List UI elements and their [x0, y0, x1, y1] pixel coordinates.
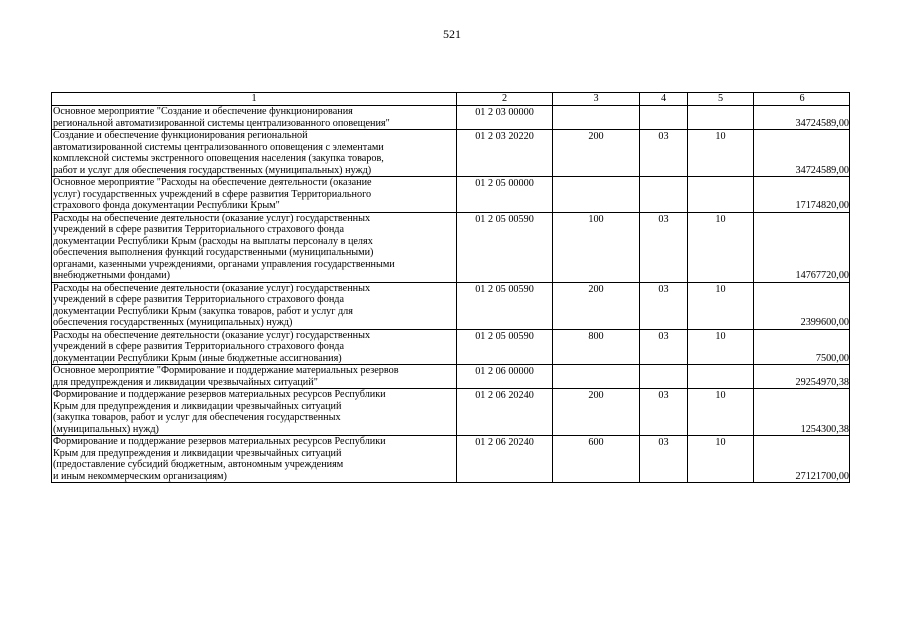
row-section: [640, 365, 688, 389]
row-amount: 14767720,00: [754, 212, 850, 282]
row-description: Основное мероприятие "Создание и обеспечение функционирования региональной автоматизированной системы централизованного оповещения": [52, 106, 457, 130]
header-col-3: 3: [553, 93, 640, 106]
row-section: 03: [640, 329, 688, 365]
row-expense-type: 600: [553, 436, 640, 483]
row-expense-type: 200: [553, 282, 640, 329]
row-amount: 7500,00: [754, 329, 850, 365]
table-header-row: [52, 93, 850, 106]
row-target-code: 01 2 06 00000: [457, 365, 553, 389]
row-target-code: 01 2 06 20240: [457, 389, 553, 436]
table-row: [52, 130, 850, 177]
table-row: [52, 282, 850, 329]
table-row: [52, 106, 850, 130]
row-expense-type: 100: [553, 212, 640, 282]
row-section: 03: [640, 436, 688, 483]
header-col-5: 5: [688, 93, 754, 106]
row-section: 03: [640, 282, 688, 329]
table-row: [52, 436, 850, 483]
row-description: Формирование и поддержание резервов материальных ресурсов Республики Крым для предупреждения и ликвидации чрезвычайных ситуаций (закупка товаров, работ и услуг для обеспечения государственных (муниципальных) нужд): [52, 389, 457, 436]
row-target-code: 01 2 05 00590: [457, 212, 553, 282]
table-row: [52, 177, 850, 213]
row-description: Расходы на обеспечение деятельности (оказание услуг) государственных учреждений в сфере развития Территориального страхового фонда документации Республики Крым (иные бюджетные ассигнования): [52, 329, 457, 365]
row-description: Основное мероприятие "Формирование и поддержание материальных резервов для предупреждения и ликвидации чрезвычайных ситуаций": [52, 365, 457, 389]
row-expense-type: 200: [553, 130, 640, 177]
row-section: [640, 106, 688, 130]
row-target-code: 01 2 05 00590: [457, 282, 553, 329]
row-subsection: 10: [688, 329, 754, 365]
row-description: Формирование и поддержание резервов материальных ресурсов Республики Крым для предупреждения и ликвидации чрезвычайных ситуаций (предоставление субсидий бюджетным, автономным учреждениям и иным некоммерческим организациям): [52, 436, 457, 483]
row-subsection: 10: [688, 282, 754, 329]
row-expense-type: [553, 106, 640, 130]
row-amount: 2399600,00: [754, 282, 850, 329]
row-target-code: 01 2 05 00590: [457, 329, 553, 365]
row-section: 03: [640, 389, 688, 436]
row-target-code: 01 2 03 00000: [457, 106, 553, 130]
row-amount: 34724589,00: [754, 130, 850, 177]
row-expense-type: [553, 365, 640, 389]
header-col-2: 2: [457, 93, 553, 106]
row-description: Создание и обеспечение функционирования региональной автоматизированной системы централизованного оповещения с элементами комплексной системы экстренного оповещения населения (закупка товаров, работ и услуг для обеспечения государственных (муниципальных) нужд): [52, 130, 457, 177]
row-section: 03: [640, 212, 688, 282]
budget-table: [51, 92, 850, 483]
row-expense-type: 200: [553, 389, 640, 436]
row-amount: 29254970,38: [754, 365, 850, 389]
table-row: [52, 212, 850, 282]
row-amount: 1254300,38: [754, 389, 850, 436]
row-subsection: 10: [688, 212, 754, 282]
row-expense-type: 800: [553, 329, 640, 365]
row-description: Расходы на обеспечение деятельности (оказание услуг) государственных учреждений в сфере развития Территориального страхового фонда документации Республики Крым (закупка товаров, работ и услуг для обеспечения государственных (муниципальных) нужд): [52, 282, 457, 329]
row-description: Основное мероприятие "Расходы на обеспечение деятельности (оказание услуг) государственных учреждений в сфере развития Территориального страхового фонда документации Республики Крым": [52, 177, 457, 213]
header-col-4: 4: [640, 93, 688, 106]
row-section: 03: [640, 130, 688, 177]
table-row: [52, 365, 850, 389]
row-subsection: 10: [688, 130, 754, 177]
row-target-code: 01 2 03 20220: [457, 130, 553, 177]
row-subsection: [688, 106, 754, 130]
row-target-code: 01 2 06 20240: [457, 436, 553, 483]
row-amount: 34724589,00: [754, 106, 850, 130]
row-subsection: [688, 177, 754, 213]
header-col-1: 1: [52, 93, 457, 106]
header-col-6: 6: [754, 93, 850, 106]
row-description: Расходы на обеспечение деятельности (оказание услуг) государственных учреждений в сфере развития Территориального страхового фонда документации Республики Крым (расходы на выплаты персоналу в целях обеспечения выполнения функций государственными (муниципальными) органами, казенными учреждениями, органами управления государственными внебюджетными фондами): [52, 212, 457, 282]
table-row: [52, 389, 850, 436]
row-target-code: 01 2 05 00000: [457, 177, 553, 213]
row-subsection: 10: [688, 436, 754, 483]
row-subsection: [688, 365, 754, 389]
row-subsection: 10: [688, 389, 754, 436]
table-row: [52, 329, 850, 365]
row-expense-type: [553, 177, 640, 213]
row-section: [640, 177, 688, 213]
row-amount: 27121700,00: [754, 436, 850, 483]
page-number: 521: [443, 27, 461, 41]
row-amount: 17174820,00: [754, 177, 850, 213]
